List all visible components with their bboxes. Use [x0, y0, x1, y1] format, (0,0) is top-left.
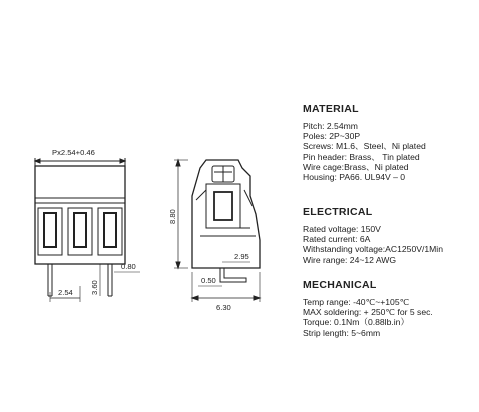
- spec-line: Screws: M1.6、Steel、Ni plated: [303, 141, 426, 152]
- electrical-heading: ELECTRICAL: [303, 206, 373, 218]
- spec-line: Pitch: 2.54mm: [303, 121, 358, 131]
- side-pin-thickness: 0.50: [201, 276, 216, 285]
- side-pin-offset: 2.95: [234, 252, 249, 261]
- spec-line: MAX soldering: + 250℃ for 5 sec.: [303, 307, 433, 318]
- material-heading: MATERIAL: [303, 103, 359, 115]
- spec-line: Rated current: 6A: [303, 234, 371, 245]
- side-view: [174, 160, 260, 302]
- front-pin-width: 0.80: [121, 262, 136, 271]
- spec-line: Withstanding voltage:AC1250V/1Min: [303, 244, 443, 255]
- spec-line: Poles: 2P~30P: [303, 131, 361, 142]
- mechanical-heading: MECHANICAL: [303, 279, 377, 291]
- spec-line: Torque: 0.1Nm（0.88lb.in）: [303, 317, 410, 328]
- electrical-section: [303, 206, 475, 265]
- side-width: 6.30: [216, 303, 231, 312]
- spec-line: Wire range: 24~12 AWG: [303, 254, 397, 265]
- side-height: 8.80: [168, 209, 177, 224]
- front-pitch-label: Px2.54+0.46: [52, 148, 95, 157]
- front-pin-pitch: 2.54: [58, 288, 73, 297]
- spec-line: Rated voltage: 150V: [303, 224, 381, 234]
- spec-line: Wire cage:Brass、Ni plated: [303, 161, 409, 172]
- front-pin-length: 3.60: [90, 280, 99, 295]
- spec-line: Housing: PA66. UL94V – 0: [303, 172, 406, 183]
- front-view: [35, 158, 140, 302]
- spec-line: Temp range: -40℃~+105℃: [303, 297, 410, 307]
- spec-line: Pin header: Brass、 Tin plated: [303, 151, 420, 162]
- material-section: [303, 103, 475, 182]
- spec-line: Strip length: 5~6mm: [303, 327, 381, 338]
- mechanical-section: [303, 279, 475, 338]
